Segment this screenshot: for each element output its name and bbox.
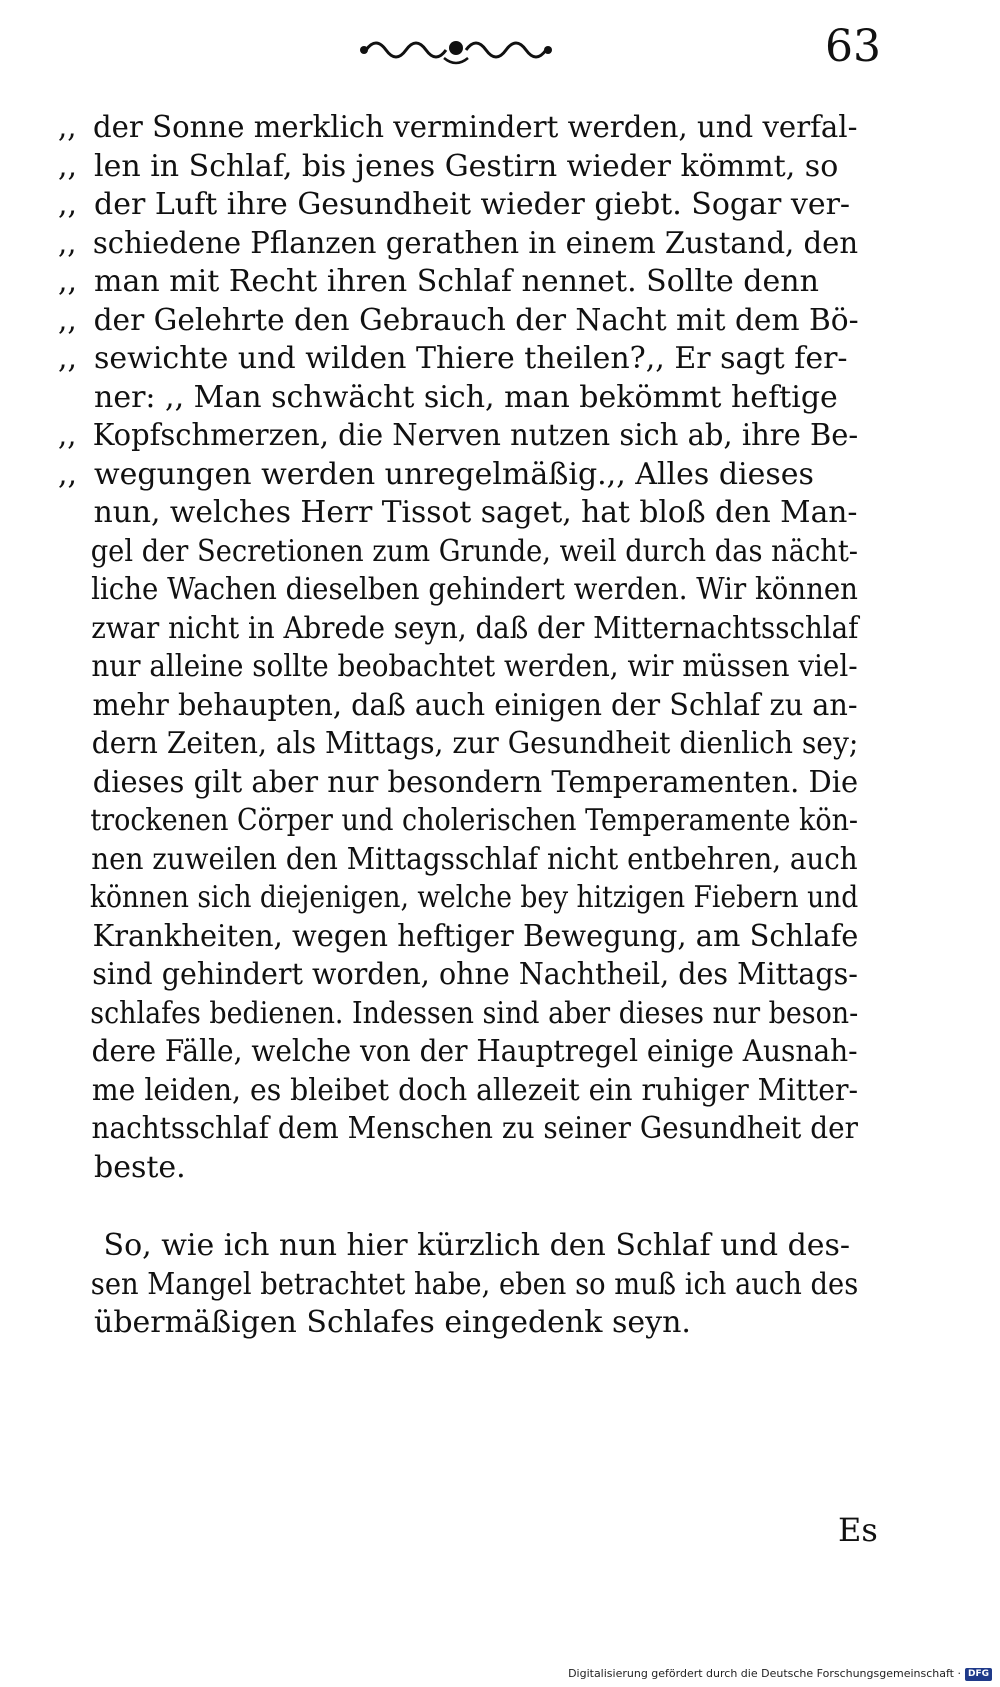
line-text: me leiden, es bleibet doch allezeit ein ruhiger Mitter- [91,1072,859,1108]
text-line [58,1226,850,1266]
text-line [58,224,858,264]
line-text: sind gehindert worden, ohne Nachtheil, des Mittags- [92,957,858,992]
line-text: dieses gilt aber nur besondern Temperamenten. Die [92,764,859,800]
line-text: len in Schlaf, bis jenes Gestirn wieder kömmt, so [94,148,839,184]
text-line [58,532,858,572]
text-line [58,1265,858,1305]
line-text: wegungen werden unregelmäßig.,, Alles dieses [94,456,814,492]
text-line [58,609,858,649]
dfg-logo-icon: DFG [965,1668,992,1681]
quotation-mark: ,, [58,341,78,376]
line-text: mehr behaupten, daß auch einigen der Schlaf zu an- [92,687,858,723]
line-text: So, wie ich nun hier kürzlich den Schlaf und des- [94,1228,851,1263]
line-text: nun, welches Herr Tissot saget, hat bloß den Man- [93,495,858,530]
line-text: liche Wachen dieselben gehindert werden. Wir können [91,572,858,607]
text-line [58,1303,691,1343]
quotation-mark: ,, [58,110,77,145]
line-text: trockenen Cörper und cholerischen Temperamente kön- [90,803,859,838]
text-line [58,301,859,341]
line-text: schlafes bedienen. Indessen sind aber dieses nur beson- [90,995,859,1031]
line-text: gel der Secretionen zum Grunde, weil durch das nächt- [90,533,859,569]
text-line [58,724,858,764]
line-text: Krankheiten, wegen heftiger Bewegung, am Schlafe [92,918,859,954]
line-text: sen Mangel betrachtet habe, eben so muß ich auch des [90,1266,859,1302]
line-text: nachtsschlaf dem Menschen zu seiner Gesundheit der [91,1111,858,1146]
text-line [58,1071,858,1111]
line-text: ner: ,, Man schwächt sich, man bekömmt heftige [94,379,838,415]
text-line [58,686,858,726]
text-line [58,1032,858,1072]
line-text: schiedene Pflanzen gerathen in einem Zustand, den [92,225,859,261]
text-line [58,994,858,1034]
text-line [58,378,838,418]
line-text: können sich diejenigen, welche bey hitzigen Fiebern und [89,880,859,915]
line-text: der Luft ihre Gesundheit wieder giebt. Sogar ver- [94,187,851,222]
text-line [58,108,858,148]
quotation-mark: ,, [58,187,78,222]
line-text: übermäßigen Schlafes eingedenk seyn. [94,1305,691,1340]
text-line [58,878,858,918]
quotation-mark: ,, [58,302,77,338]
quotation-mark: ,, [58,456,78,492]
line-text: nur alleine sollte beobachtet werden, wir müssen viel- [91,649,858,684]
text-line [58,147,838,187]
text-line [58,185,850,225]
text-line [58,455,814,495]
text-line [58,917,858,957]
line-text: Kopfschmerzen, die Nerven nutzen sich ab, ihre Be- [92,418,859,453]
line-text: zwar nicht in Abrede seyn, daß der Mitternachtsschlaf [91,610,859,646]
line-text: beste. [94,1149,186,1185]
footer-credit-text: Digitalisierung gefördert durch die Deutsche Forschungsgemeinschaft · [568,1667,961,1680]
text-line [58,801,858,841]
text-line [58,570,858,610]
text-line [58,840,858,880]
line-text: der Sonne merklich vermindert werden, und verfal- [92,110,858,145]
quotation-mark: ,, [58,225,77,261]
text-line [58,493,857,533]
line-text: sewichte und wilden Thiere theilen?,, Er sagt fer- [94,341,848,376]
text-line [58,1109,858,1149]
catchword: Es [838,1511,878,1549]
digitization-footer [568,1665,992,1683]
text-line [58,339,848,379]
line-text: man mit Recht ihren Schlaf nennet. Sollte denn [94,264,819,299]
ornament-headpiece-icon [356,30,556,70]
text-line [58,416,858,456]
text-line [58,1148,186,1188]
quotation-mark: ,, [58,148,78,184]
quotation-mark: ,, [58,264,78,299]
line-text: der Gelehrte den Gebrauch der Nacht mit dem Bö- [93,302,859,338]
line-text: dern Zeiten, als Mittags, zur Gesundheit dienlich sey; [91,726,859,761]
text-line [58,763,858,803]
text-line [58,647,858,687]
line-text: nen zuweilen den Mittagsschlaf nicht entbehren, auch [91,841,858,877]
text-line [58,262,819,302]
quotation-mark: ,, [58,418,77,453]
text-line [58,955,858,995]
line-text: dere Fälle, welche von der Hauptregel einige Ausnah- [91,1034,858,1069]
page-number: 63 [825,21,881,72]
